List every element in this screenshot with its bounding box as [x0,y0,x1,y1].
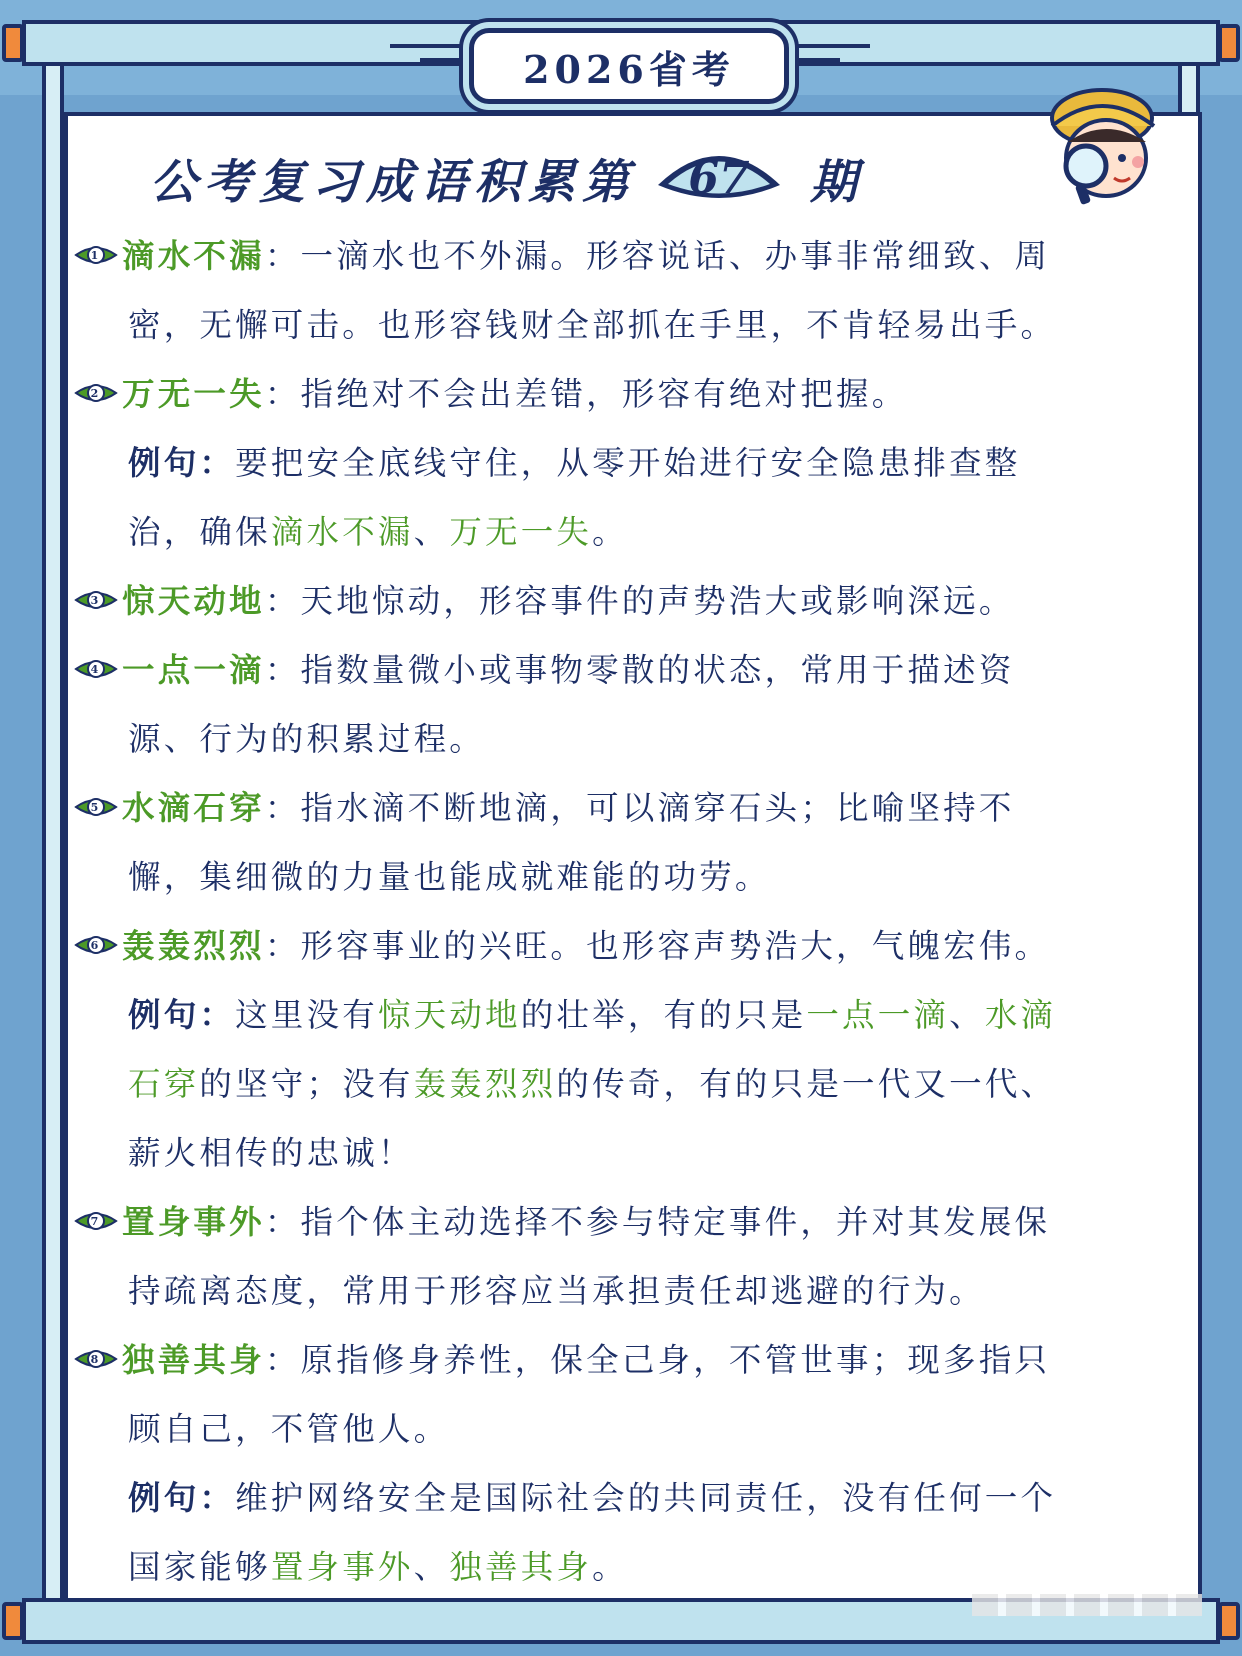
eye-number-icon [74,244,118,266]
idiom-highlight: 水滴 [984,996,1057,1034]
continuation-line [72,1257,1190,1326]
text-segment: 源、行为的积累过程。 [128,720,486,758]
issue-badge [654,145,784,211]
text-segment: ：指水滴不断地滴，可以滴穿石头；比喻坚持不 [264,789,1015,827]
continuation-line [72,1395,1190,1464]
example-label: 例句： [128,996,236,1034]
continuation-line [72,981,1190,1050]
bullet-number: 1 [90,249,102,262]
continuation-line [72,1119,1190,1188]
page-title [150,142,864,214]
text-segment: ：天地惊动，形容事件的声势浩大或影响深远。 [264,582,1015,620]
bullet-number: 2 [90,387,102,400]
text-segment: 。 [592,513,628,551]
banner-decor-line [790,44,870,48]
text-segment: 要把安全底线守住，从零开始进行安全隐患排查整 [235,444,1021,482]
idiom-entry-line [72,1188,1190,1257]
idiom-entry-line [72,567,1190,636]
idiom-term: 置身事外 [122,1203,265,1241]
detective-mascot-icon [1022,66,1172,206]
idiom-highlight: 滴水不漏 [270,513,414,551]
idiom-entry-line [72,360,1190,429]
text-segment: ：原指修身养性，保全己身，不管世事；现多指只 [264,1341,1051,1379]
continuation-line [72,843,1190,912]
text-segment: 国家能够 [128,1548,271,1586]
idiom-term: 惊天动地 [122,582,265,620]
eye-number-icon [74,1210,118,1232]
idiom-highlight: 独善其身 [449,1548,593,1586]
eye-number-icon [74,934,118,956]
idiom-entry-line [72,912,1190,981]
text-segment: 、 [413,513,450,551]
bullet-number: 4 [90,663,102,676]
idiom-highlight: 置身事外 [270,1548,414,1586]
issue-number: 67 [688,152,750,204]
watermark [972,1594,1202,1616]
continuation-line [72,1533,1190,1602]
text-segment: 这里没有 [235,996,378,1034]
example-label: 例句： [128,1479,236,1517]
title-text: 公考复习成语积累第 [150,154,636,210]
text-segment: 、 [413,1548,450,1586]
bullet-number: 7 [90,1215,102,1228]
text-segment: ：一滴水也不外漏。形容说话、办事非常细致、周 [264,237,1051,275]
continuation-line [72,291,1190,360]
text-segment: 顾自己，不管他人。 [128,1410,450,1448]
text-segment: 、 [949,996,985,1034]
text-segment: ：形容事业的兴旺。也形容声势浩大，气魄宏伟。 [264,927,1051,965]
eye-number-icon [74,589,118,611]
banner-decor-line [790,58,840,62]
banner-decor-line [420,58,470,62]
idiom-term: 一点一滴 [122,651,265,689]
title-suffix: 期 [810,154,864,210]
text-segment: 薪火相传的忠诚！ [128,1134,414,1172]
continuation-line [72,1050,1190,1119]
text-segment: 的壮举，有的只是 [520,996,807,1034]
bullet-number: 8 [90,1353,102,1366]
text-segment: 懈，集细微的力量也能成就难能的功劳。 [128,858,771,896]
idiom-term: 滴水不漏 [122,237,265,275]
idiom-entry-line [72,774,1190,843]
idiom-term: 轰轰烈烈 [122,927,265,965]
banner-text: 2026省考 [523,46,735,92]
idiom-entry-line [72,1326,1190,1395]
text-segment: 的坚守；没有 [199,1065,414,1103]
text-segment: 密，无懈可击。也形容钱财全部抓在手里，不肯轻易出手。 [128,306,1057,344]
bullet-number: 3 [90,594,102,607]
scroll-cap-icon [2,1602,24,1640]
bullet-number: 5 [90,801,102,814]
continuation-line [72,498,1190,567]
idiom-highlight: 石穿 [128,1065,200,1103]
idiom-term: 水滴石穿 [122,789,265,827]
text-segment: 持疏离态度，常用于形容应当承担责任却逃避的行为。 [128,1272,985,1310]
idiom-highlight: 一点一滴 [806,996,950,1034]
scroll-cap-icon [1218,24,1240,62]
continuation-line [72,705,1190,774]
bullet-number: 6 [90,939,102,952]
idiom-highlight: 万无一失 [449,513,593,551]
continuation-line [72,1464,1190,1533]
header-banner [469,28,789,104]
example-label: 例句： [128,444,236,482]
text-segment: 维护网络安全是国际社会的共同责任，没有任何一个 [235,1479,1057,1517]
scroll-cap-icon [1218,1602,1240,1640]
eye-number-icon [74,382,118,404]
text-segment: ：指绝对不会出差错，形容有绝对把握。 [264,375,908,413]
text-segment: ：指个体主动选择不参与特定事件，并对其发展保 [264,1203,1051,1241]
continuation-line [72,429,1190,498]
idiom-term: 独善其身 [122,1341,265,1379]
eye-number-icon [74,1348,118,1370]
idiom-term: 万无一失 [122,375,265,413]
text-segment: 治，确保 [128,513,271,551]
text-segment: 的传奇，有的只是一代又一代、 [556,1065,1057,1103]
text-segment: ：指数量微小或事物零散的状态，常用于描述资 [264,651,1015,689]
text-segment: 。 [592,1548,628,1586]
scroll-left-band [42,66,64,1598]
idiom-entry-line [72,222,1190,291]
banner-decor-line [390,44,470,48]
scroll-cap-icon [2,24,24,62]
idiom-list [72,222,1190,1602]
eye-number-icon [74,796,118,818]
idiom-entry-line [72,636,1190,705]
idiom-highlight: 轰轰烈烈 [413,1065,557,1103]
eye-number-icon [74,658,118,680]
idiom-highlight: 惊天动地 [377,996,521,1034]
